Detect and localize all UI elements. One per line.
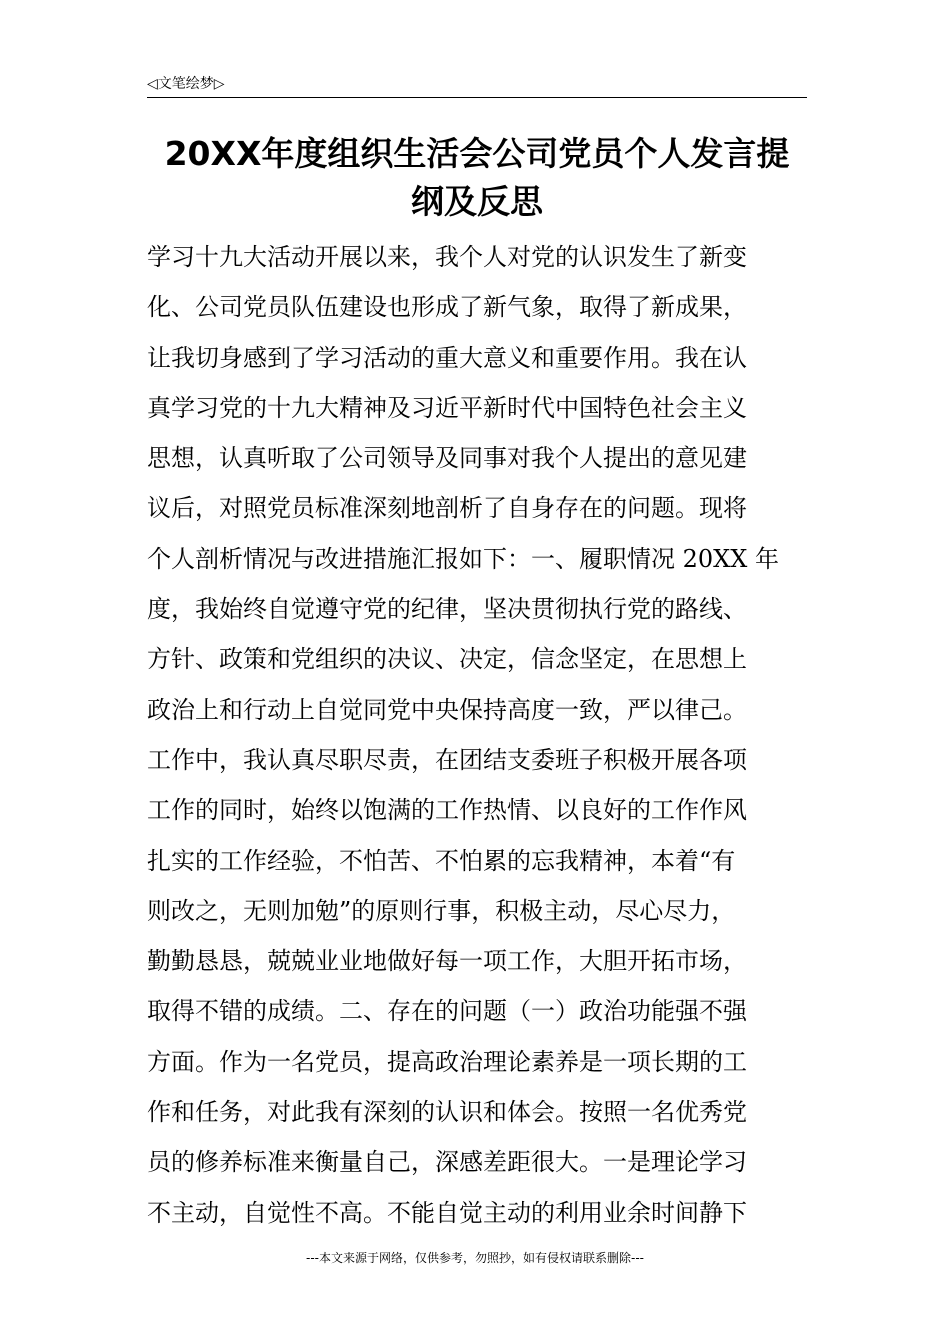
document-body — [147, 232, 817, 1238]
title-line-1: 20XX年度组织生活会公司党员个人发言提 — [164, 134, 790, 173]
body-line: 不主动，自觉性不高。不能自觉主动的利用业余时间静下 — [147, 1198, 747, 1227]
header-divider — [147, 97, 807, 98]
body-line: 政治上和行动上自觉同党中央保持高度一致，严以律己。 — [147, 695, 747, 724]
body-line: 方面。作为一名党员，提高政治理论素养是一项长期的工 — [147, 1047, 747, 1076]
body-line: 作和任务，对此我有深刻的认识和体会。按照一名优秀党 — [147, 1098, 747, 1127]
body-line: 让我切身感到了学习活动的重大意义和重要作用。我在认 — [147, 343, 747, 372]
body-line: 工作中，我认真尽职尽责，在团结支委班子积极开展各项 — [147, 745, 747, 774]
footer-notice: ---本文来源于网络，仅供参考，勿照抄，如有侵权请联系删除--- — [306, 1251, 644, 1265]
body-line: 化、公司党员队伍建设也形成了新气象，取得了新成果， — [147, 293, 747, 322]
body-line: 议后，对照党员标准深刻地剖析了自身存在的问题。现将 — [147, 494, 747, 523]
body-line: 学习十九大活动开展以来，我个人对党的认识发生了新变 — [147, 243, 747, 271]
body-line: 取得不错的成绩。二、存在的问题（一）政治功能强不强 — [147, 997, 747, 1026]
document-title — [147, 130, 807, 226]
body-line: 度，我始终自觉遵守党的纪律，坚决贯彻执行党的路线、 — [147, 595, 747, 624]
body-line: 方针、政策和党组织的决议、决定，信念坚定，在思想上 — [147, 645, 747, 674]
body-line: 工作的同时，始终以饱满的工作热情、以良好的工作作风 — [147, 796, 747, 825]
header-brand: ◁文笔绘梦▷ — [147, 76, 225, 92]
body-line: 员的修养标准来衡量自己，深感差距很大。一是理论学习 — [147, 1148, 747, 1177]
body-line: 则改之，无则加勉”的原则行事，积极主动，尽心尽力， — [147, 896, 736, 925]
title-line-2: 纲及反思 — [411, 182, 543, 221]
body-line: 真学习党的十九大精神及习近平新时代中国特色社会主义 — [147, 393, 747, 422]
body-line: 勤勤恳恳，兢兢业业地做好每一项工作，大胆开拓市场， — [147, 947, 747, 976]
body-line: 思想，认真听取了公司领导及同事对我个人提出的意见建 — [147, 444, 747, 473]
body-line: 扎实的工作经验，不怕苦、不怕累的忘我精神，本着“有 — [147, 846, 736, 875]
body-line: 个人剖析情况与改进措施汇报如下：一、履职情况 20XX 年 — [147, 544, 779, 573]
